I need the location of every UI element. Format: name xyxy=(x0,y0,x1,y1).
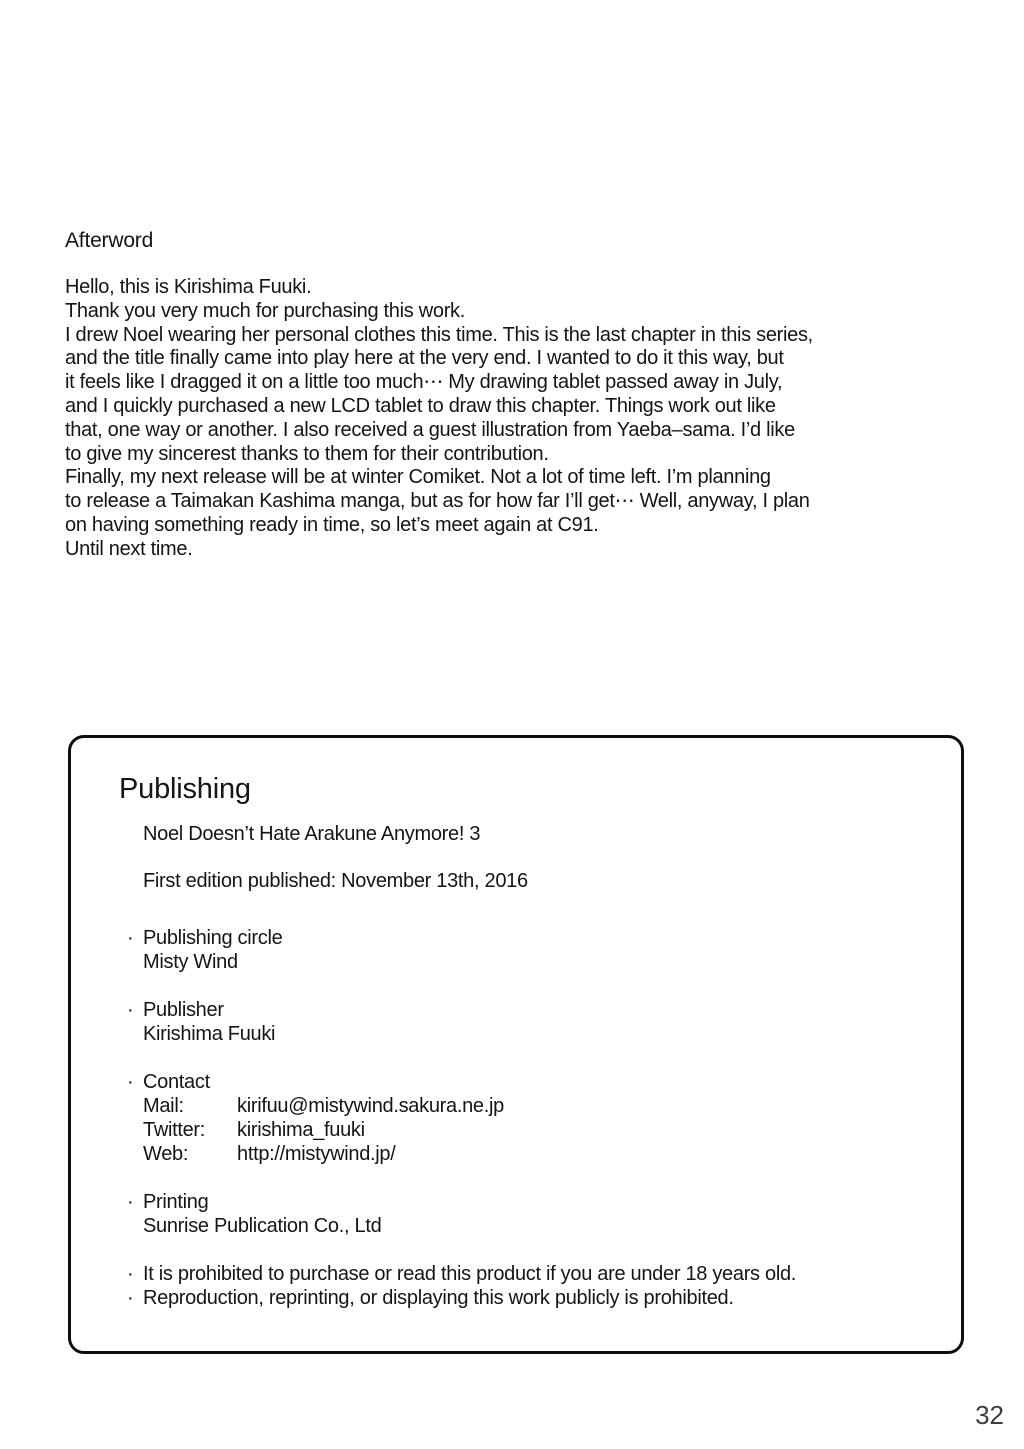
afterword-paragraph xyxy=(65,276,813,562)
afterword-line: Hello, this is Kirishima Fuuki. xyxy=(65,276,312,298)
contact-mail-value: kirifuu@mistywind.sakura.ne.jp xyxy=(237,1095,504,1117)
contact-item xyxy=(127,1070,961,1166)
afterword-line: to release a Taimakan Kashima manga, but as for how far I’ll get⋯ Well, anyway, I plan xyxy=(65,490,810,513)
afterword-line: and I quickly purchased a new LCD tablet to draw this chapter. Things work out like xyxy=(65,394,776,417)
item-label-row xyxy=(127,926,961,950)
printing-item xyxy=(127,1190,961,1238)
item-label: Publisher xyxy=(143,999,224,1021)
item-value: Misty Wind xyxy=(143,951,238,973)
bullet-icon: · xyxy=(127,1071,134,1093)
bullet-icon: · xyxy=(127,1287,134,1309)
notices xyxy=(127,1262,961,1310)
afterword-line: that, one way or another. I also received a guest illustration from Yaeba–sama. I’d like xyxy=(65,418,795,441)
book-title: Noel Doesn’t Hate Arakune Anymore! 3 xyxy=(143,823,481,845)
bullet-icon: · xyxy=(127,999,134,1021)
bullet-icon: · xyxy=(127,927,134,949)
notice-text: It is prohibited to purchase or read this product if you are under 18 years old. xyxy=(143,1263,797,1285)
notice-age-restriction xyxy=(127,1262,961,1286)
contact-mail-row xyxy=(143,1094,961,1118)
contact-web-key: Web: xyxy=(143,1143,189,1165)
contact-twitter-value: kirishima_fuuki xyxy=(237,1119,365,1141)
bullet-icon: · xyxy=(127,1191,134,1213)
contact-web-value: http://mistywind.jp/ xyxy=(237,1143,396,1165)
contact-twitter-key: Twitter: xyxy=(143,1119,206,1141)
item-label-row xyxy=(127,998,961,1022)
item-label-row xyxy=(127,1070,961,1094)
item-value: Kirishima Fuuki xyxy=(143,1023,276,1045)
afterword-line: I drew Noel wearing her personal clothes this time. This is the last chapter in this series, xyxy=(65,323,813,346)
contact-mail-key: Mail: xyxy=(143,1095,184,1117)
notice-reproduction xyxy=(127,1286,961,1310)
item-label: Printing xyxy=(143,1191,209,1213)
item-label-row xyxy=(127,1190,961,1214)
afterword-section xyxy=(65,229,813,562)
publishing-circle-item xyxy=(127,926,961,974)
item-label: Publishing circle xyxy=(143,927,283,949)
publishing-box xyxy=(68,735,964,1354)
afterword-line: and the title finally came into play here at the very end. I wanted to do it this way, but xyxy=(65,347,784,370)
contact-twitter-row xyxy=(143,1118,961,1142)
afterword-line: Finally, my next release will be at winter Comiket. Not a lot of time left. I’m planning xyxy=(65,466,771,489)
notice-text: Reproduction, reprinting, or displaying this work publicly is prohibited. xyxy=(143,1287,734,1309)
contact-web-row xyxy=(143,1142,961,1166)
bullet-icon: · xyxy=(127,1263,134,1285)
afterword-heading: Afterword xyxy=(65,229,154,252)
item-label: Contact xyxy=(143,1071,210,1093)
afterword-line: Thank you very much for purchasing this work. xyxy=(65,299,466,322)
afterword-line: it feels like I dragged it on a little too much⋯ My drawing tablet passed away in July, xyxy=(65,371,783,394)
afterword-line: Until next time. xyxy=(65,537,193,560)
publisher-item xyxy=(127,998,961,1046)
afterword-line: on having something ready in time, so let’s meet again at C91. xyxy=(65,513,599,536)
page-number: 32 xyxy=(975,1400,1004,1430)
publishing-heading: Publishing xyxy=(119,773,251,805)
item-value: Sunrise Publication Co., Ltd xyxy=(143,1215,382,1237)
afterword-line: to give my sincerest thanks to them for their contribution. xyxy=(65,442,549,465)
edition-line: First edition published: November 13th, 2016 xyxy=(143,870,528,892)
